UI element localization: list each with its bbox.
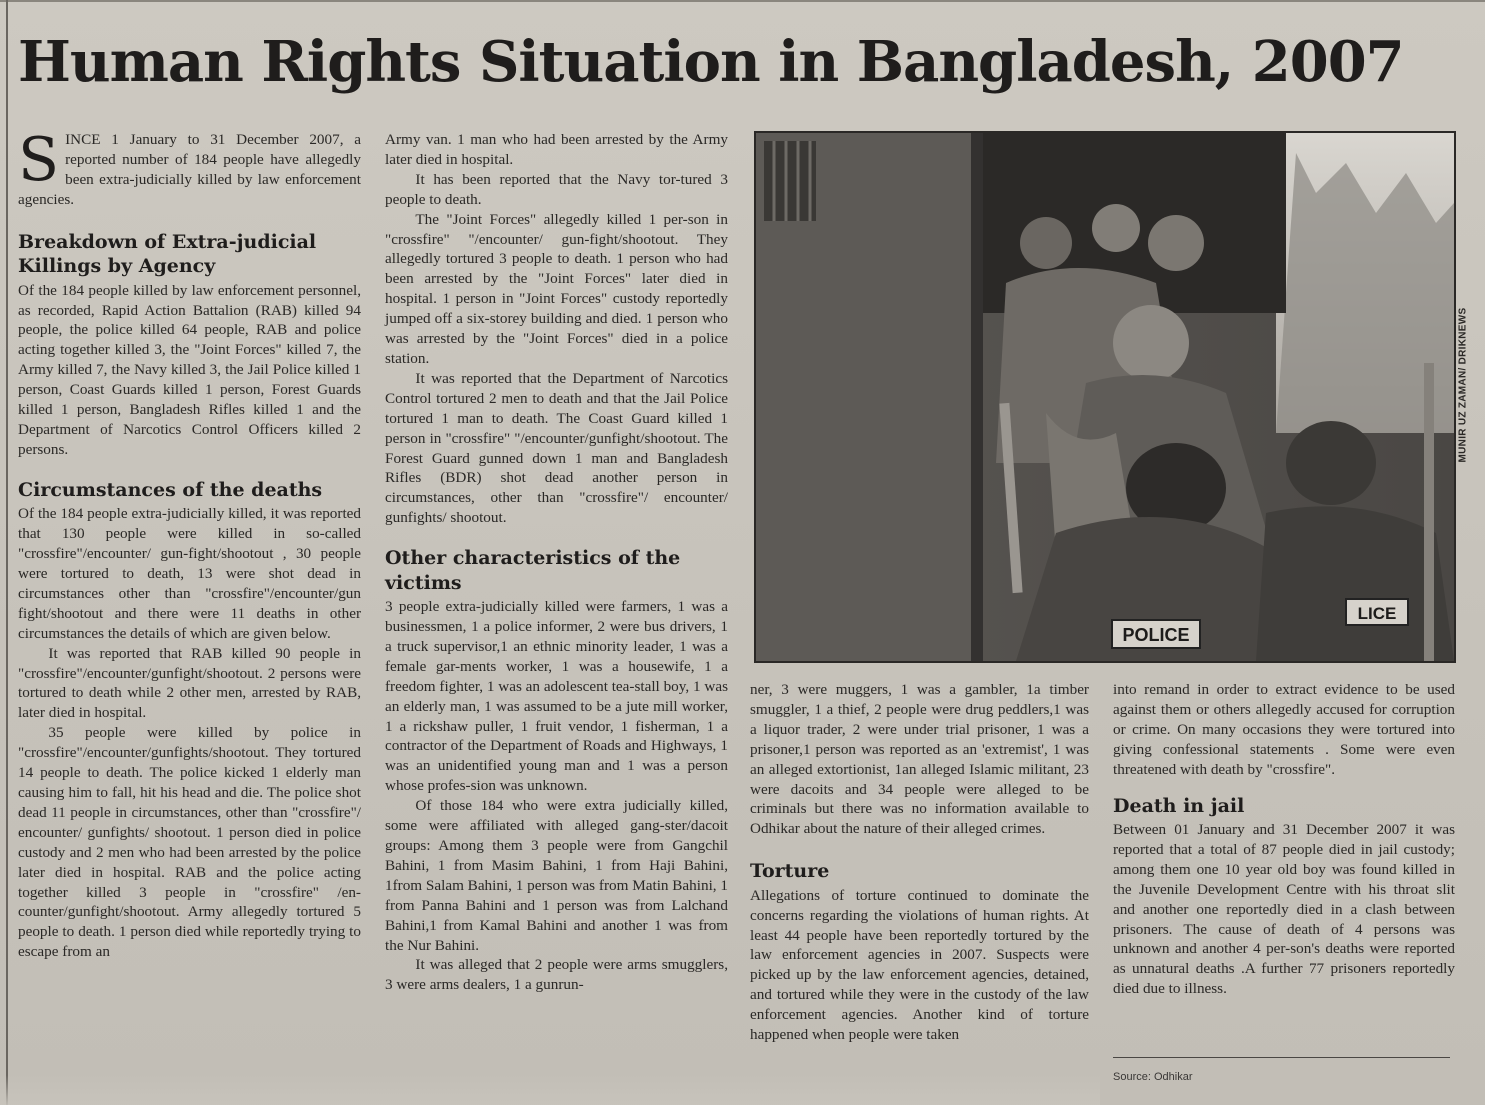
heading-death-in-jail: Death in jail [1113,794,1245,817]
paragraph: Of the 184 people killed by law enforcement personnel, as recorded, Rapid Action Battalion (RAB) killed 94 people, the police killed 64 people, RAB and police acting together killed 3, the "Joint Forces" killed 7, the Army killed 7, the Navy killed 3, the Jail Police killed 1 person, Coast Guards killed 1 person, Forest Guards killed 1 person, Bangladesh Rifles killed 1 and the Department of Narcotics Control Officers killed 2 persons. [18,281,361,458]
photo-image [756,133,1454,661]
paragraph: It has been reported that the Navy tor-tured 3 people to death. [385,170,728,208]
heading-other-characteristics: Other characteristics of the victims [385,547,681,594]
paragraph: Between 01 January and 31 December 2007 it was reported that a total of 87 people died in jail custody; among them one 10 year old boy was found killed in the Juvenile Development Centre with his throat slit and another one reportedly died in a clash between prisoners. The cause of death of 4 persons was unknown and another 4 per-son's deaths were reported as unnatural deaths .A further 77 prisoners reportedly died due to illness. [1113,821,1455,998]
left-rule [6,0,8,1105]
news-photo [754,131,1456,663]
paragraph: 3 people extra-judicially killed were farmers, 1 was a businessmen, 1 a police informer, 2 were bus drivers, 1 a truck supervisor,1 an ethnic minority leader, 1 was a female gar-ments worker, 1 was a housewife, 1 a freedom fighter, 1 was an adolescent tea-stall boy, 1 was an elderly man, 1 was assumed to be a jute mill worker, 1 a rickshaw puller, 1 fruit vendor, 1 fisherman, 1 a contractor of the Department of Roads and Highways, 1 was an unidentified young man and 1 was a person whose profes-sion was unknown. [385,598,728,795]
source-note: Source: Odhikar [1113,1071,1193,1083]
heading-circumstances: Circumstances of the deaths [18,478,323,501]
paragraph: into remand in order to extract evidence to be used against them or others allegedly accused for corruption or crime. On many occasions they were tortured into giving confessional statements . Some were even threatened with death by "crossfire". [1113,681,1455,778]
paragraph: It was alleged that 2 people were arms smugglers, 3 were arms dealers, 1 a gunrun- [385,956,728,994]
paragraph: ner, 3 were muggers, 1 was a gambler, 1a timber smuggler, 1 a thief, 2 people were drug peddlers,1 was a liquor trader, 2 were under trial prisoner, 1 was a prisoner,1 person was reported as an 'extremist', 1 was an alleged extortionist, 1an alleged Islamic militant, 23 were dacoits and 34 people were alleged to be criminals but there was no information available to Odhikar about the nature of their alleged crimes. [750,681,1089,838]
column-4 [1113,680,1455,999]
source-divider [1113,1057,1450,1058]
column-2 [385,130,728,995]
column-3 [750,680,1089,1045]
headline: Human Rights Situation in Bangladesh, 2007 [18,29,1404,95]
paragraph: Of those 184 who were extra judicially killed, some were affiliated with alleged gang-ster/dacoit groups: Among them 3 people were from Gangchil Bahini, 1 from Masim Bahini, 1 from Haji Bahini, 1from Salam Bahini, 1 person was from Matin Bahini, 1 from Panna Bahini and 1 person was from Lalchand Bahini,1 from Kamal Bahini and another 1 was from the Nur Bahini. [385,797,728,954]
paragraph: It was reported that RAB killed 90 people in "crossfire"/encounter/gunfight/shootout. 2 persons were tortured to death while 2 other men, arrested by RAB, later died in hospital. [18,644,361,722]
top-rule [0,0,1485,2]
paragraph: The "Joint Forces" allegedly killed 1 per-son in "crossfire" "/encounter/ gun-fight/shootout. They allegedly tortured 3 people to death. 1 person who had been arrested by the "Joint Forces" later died in hospital. 1 person in "Joint Forces" custody reportedly jumped off a six-storey building and died. 1 person who was arrested by the "Joint Forces" died in a police station. [385,210,728,367]
heading-breakdown: Breakdown of Extra-judicial Killings by Agency [18,230,317,278]
paragraph: Of the 184 people extra-judicially killed, it was reported that 130 people were killed in so-called "crossfire"/encounter/ gun-fight/shootout , 30 people were tortured to death, 13 were shot dead in circumstances other than "crossfire"/encounter/gun fight/shootout and there were 11 deaths in other circumstances the details of which are given below. [18,505,361,642]
paragraph: Allegations of torture continued to dominate the concerns regarding the violations of human rights. At least 44 people have been reportedly tortured by the law enforcement agencies in 2007. Suspects were picked up by the law enforcement agencies, detained, and tortured while they were in the custody of the law enforcement agencies. Another kind of torture happened when people were taken [750,886,1089,1044]
police-badge-right: LICE [1357,604,1397,623]
photo-credit: MUNIR UZ ZAMAN/ DRIKNEWS [1457,307,1469,463]
paragraph: 35 people were killed by police in "crossfire"/encounter/gunfights/shootout. They tortured 14 people to death. The police kicked 1 elderly man causing him to fall, hit his head and die. The police shot dead 11 people in circumstances, other than "crossfire"/ encounter/ gunfights/ shootout. 1 person died in police custody and 2 men who had been arrested by the police later died in hospital. RAB and the police acting together killed 3 people in "crossfire" /en-counter/gunfight/shootout. Army allegedly tortured 5 people to death. 1 person died while reportedly trying to escape from an [18,724,361,961]
police-badge-left: POLICE [1122,625,1190,645]
column-1 [18,125,361,962]
paragraph: It was reported that the Department of Narcotics Control tortured 2 men to death and that the Jail Police tortured 1 man to death. The Coast Guard killed 1 person in "crossfire" "/encounter/gunfight/shootout. The Forest Guard gunned down 1 man and Bangladesh Rifles (BDR) shot dead another person in circumstances, other than "crossfire"/ encounter/ gunfights/ shootout. [385,369,728,527]
paragraph: Army van. 1 man who had been arrested by the Army later died in hospital. [385,131,728,168]
page-bottom-fade [0,1075,1100,1105]
heading-torture: Torture [750,860,830,883]
intro-text: INCE 1 January to 31 December 2007, a reported number of 184 people have allegedly been extra-judicially killed by law enforcement agencies. [18,131,361,208]
drop-cap: S [18,125,60,195]
intro-paragraph [18,125,361,210]
